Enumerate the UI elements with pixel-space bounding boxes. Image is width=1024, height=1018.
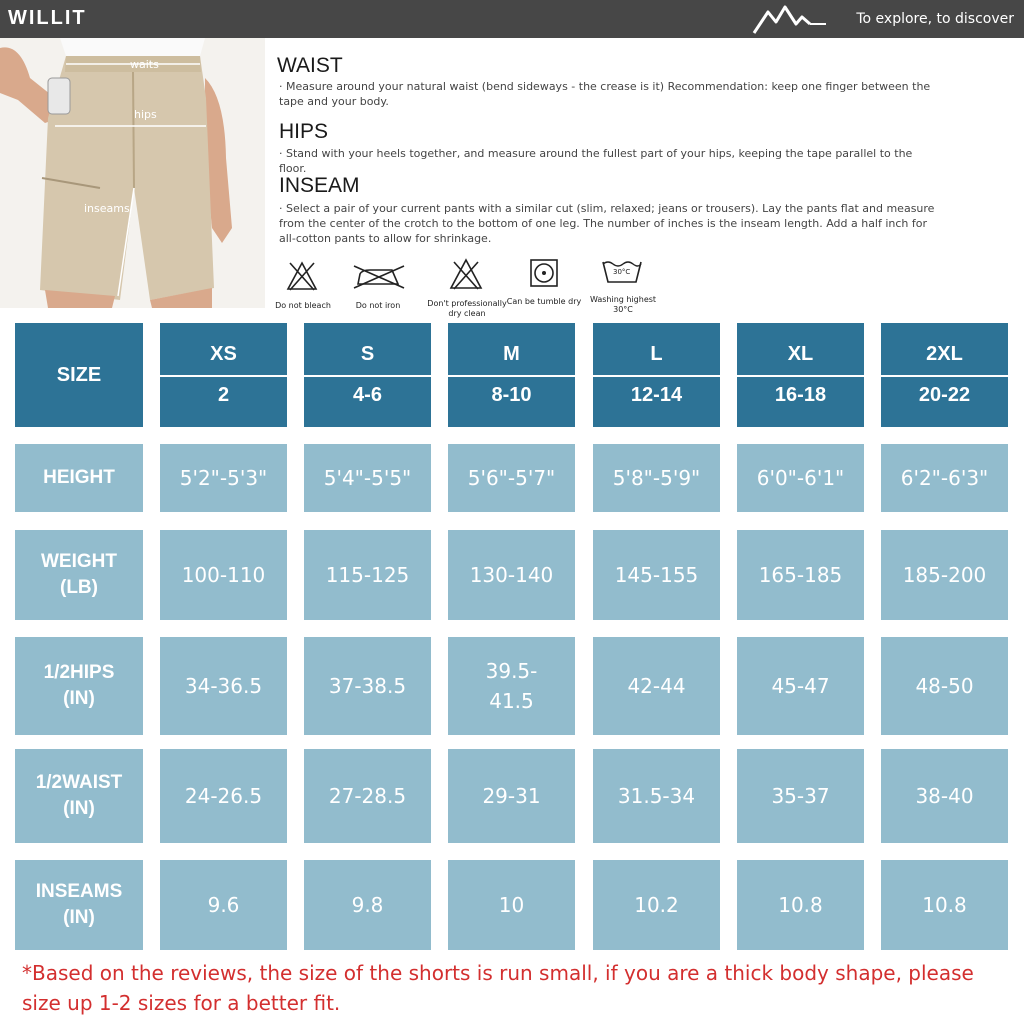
waist-label: waits (130, 58, 159, 71)
size-us-number: 16-18 (737, 377, 864, 427)
table-cell: 39.5- 41.5 (448, 637, 575, 735)
table-cell: 9.6 (160, 860, 287, 950)
fit-note: *Based on the reviews, the size of the shorts is run small, if you are a thick body shape, please size up 1-2 sizes for a better fit. (22, 961, 974, 1015)
size-us-number: 2 (160, 377, 287, 427)
table-cell: 10.2 (593, 860, 720, 950)
inseam-title: INSEAM (279, 174, 360, 197)
size-column-m (448, 323, 575, 427)
waist-text: · Measure around your natural waist (bend sideways - the crease is it) Recommendation: keep one finger between the tape and your body. (279, 80, 931, 108)
size-name: XS (160, 323, 287, 375)
no-bleach-icon (285, 260, 319, 292)
size-name: M (448, 323, 575, 375)
table-cell: 130-140 (448, 530, 575, 620)
table-cell: 5'8"-5'9" (593, 444, 720, 512)
size-us-number: 20-22 (881, 377, 1008, 427)
row-label: 1/2WAIST (IN) (15, 749, 143, 843)
table-cell: 10.8 (737, 860, 864, 950)
table-cell: 145-155 (593, 530, 720, 620)
table-cell: 31.5-34 (593, 749, 720, 843)
size-us-number: 4-6 (304, 377, 431, 427)
table-cell: 10.8 (881, 860, 1008, 950)
table-cell: 27-28.5 (304, 749, 431, 843)
table-cell: 6'2"-6'3" (881, 444, 1008, 512)
size-column-xs (160, 323, 287, 427)
care-label-no-iron: Do not iron (355, 301, 401, 310)
table-cell: 24-26.5 (160, 749, 287, 843)
brand-logo: WILLIT (8, 7, 87, 29)
size-column-xl (737, 323, 864, 427)
size-name: XL (737, 323, 864, 375)
size-name: L (593, 323, 720, 375)
row-label: WEIGHT (LB) (15, 530, 143, 620)
table-cell: 5'4"-5'5" (304, 444, 431, 512)
product-photo (0, 38, 265, 308)
hips-text: · Stand with your heels together, and measure around the fullest part of your hips, keeping the tape parallel to the floor. (279, 147, 913, 175)
table-cell: 35-37 (737, 749, 864, 843)
tagline: To explore, to discover (856, 11, 1014, 27)
row-label: HEIGHT (15, 444, 143, 512)
size-header: SIZE (15, 323, 143, 427)
table-cell: 5'6"-5'7" (448, 444, 575, 512)
hips-title: HIPS (279, 120, 329, 143)
table-cell: 34-36.5 (160, 637, 287, 735)
size-us-number: 8-10 (448, 377, 575, 427)
inseams-label: inseams (84, 202, 130, 215)
size-name: S (304, 323, 431, 375)
table-cell: 100-110 (160, 530, 287, 620)
mountain-logo-icon (752, 2, 828, 36)
wash-30-badge: 30°C (613, 268, 631, 276)
tumble-dry-icon (529, 258, 559, 288)
table-cell: 48-50 (881, 637, 1008, 735)
no-iron-icon (352, 264, 406, 292)
table-cell: 42-44 (593, 637, 720, 735)
table-cell: 38-40 (881, 749, 1008, 843)
table-cell: 6'0"-6'1" (737, 444, 864, 512)
care-label-no-bleach: Do not bleach (275, 301, 331, 310)
table-cell: 29-31 (448, 749, 575, 843)
table-cell: 185-200 (881, 530, 1008, 620)
row-label: INSEAMS (IN) (15, 860, 143, 950)
size-name: 2XL (881, 323, 1008, 375)
table-cell: 9.8 (304, 860, 431, 950)
size-column-s (304, 323, 431, 427)
no-dry-clean-icon (448, 257, 484, 293)
size-column-2xl (881, 323, 1008, 427)
inseam-text: · Select a pair of your current pants with a similar cut (slim, relaxed; jeans or trousers). Lay the pants flat and measure from the center of the crotch to the bottom of one leg. The number of inches is the inseam length. Add a half inch for all-cotton pants to allow for shrinkage. (279, 202, 935, 245)
shorts-illustration (0, 38, 265, 308)
size-column-l (593, 323, 720, 427)
table-cell: 115-125 (304, 530, 431, 620)
table-cell: 165-185 (737, 530, 864, 620)
table-cell: 37-38.5 (304, 637, 431, 735)
table-cell: 5'2"-5'3" (160, 444, 287, 512)
row-label: 1/2HIPS (IN) (15, 637, 143, 735)
waist-title: WAIST (277, 54, 343, 77)
table-cell: 45-47 (737, 637, 864, 735)
hips-label: hips (134, 108, 157, 121)
top-banner (0, 0, 1024, 38)
size-us-number: 12-14 (593, 377, 720, 427)
care-label-tumble-dry: Can be tumble dry (506, 297, 582, 306)
care-label-wash: Washing highest 30°C (589, 295, 657, 314)
table-cell: 10 (448, 860, 575, 950)
care-label-no-dry-clean: Don't professionally dry clean (427, 299, 507, 318)
